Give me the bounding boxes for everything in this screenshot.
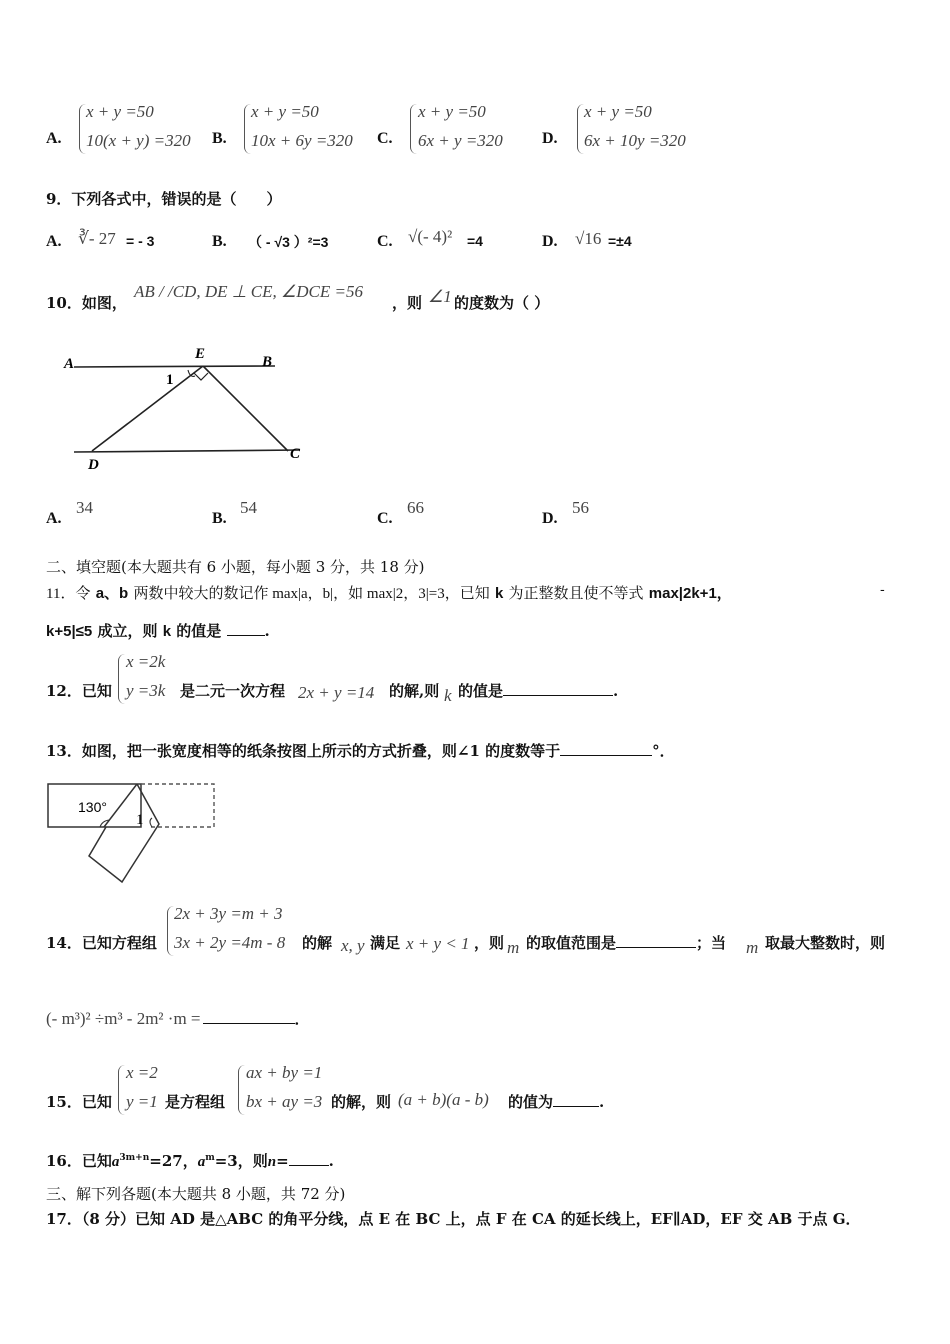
q9-b-expr: （ - √3 ）²=3 <box>248 234 329 250</box>
q17-text: 17．（8 分）已知 AD 是△ABC 的角平分线，点 E 在 BC 上，点 F 在 CA 的延长线上，EF∥AD，EF 交 AB 于点 G． <box>46 1210 861 1228</box>
q14-brace <box>167 906 174 956</box>
q14-eq1: 2x + 3y =m + 3 <box>174 904 283 923</box>
q11-dash: - <box>880 582 885 598</box>
q10-condition: AB / /CD, DE ⊥ CE, ∠DCE =56 <box>134 282 363 301</box>
q15-eq1: x =2 <box>126 1063 158 1082</box>
q14-range-blank[interactable] <box>616 933 696 948</box>
q13-label-1: 1 <box>136 812 144 828</box>
q14-prefix: 14．已知方程组 <box>46 934 157 952</box>
q15-sys1: ax + by =1 <box>246 1063 323 1082</box>
q10-option-a-label: A. <box>46 510 62 527</box>
q11-prefix: 11．令 <box>46 586 91 602</box>
q15-expr: (a + b)(a - b) <box>398 1090 489 1109</box>
q15-eq2: y =1 <box>126 1092 158 1111</box>
q8-c-eq2: 6x + y =320 <box>418 131 503 150</box>
q15-sys2: bx + ay =3 <box>246 1092 323 1111</box>
q11-definition: 两数中较大的数记作 max|a，b|，如 max|2，3|=3，已知 <box>133 586 490 602</box>
q9-c-result: =4 <box>467 233 483 249</box>
q9-option-c-label: C. <box>377 233 393 250</box>
q14-eq2: 3x + 2y =4m - 8 <box>174 933 286 952</box>
q12-mid2: 的解,则 <box>389 682 440 700</box>
q12-eq1: x =2k <box>126 652 166 671</box>
q10-line-de <box>92 366 203 451</box>
section-3-heading: 三、解下列各题(本大题共 8 小题，共 72 分) <box>46 1185 346 1203</box>
q9-a-result: = - 3 <box>126 233 155 249</box>
section-2-heading: 二、填空题(本大题共有 6 小题，每小题 3 分，共 18 分) <box>46 558 425 576</box>
q16-a2: a <box>197 1154 206 1170</box>
q10-mid: ，则 <box>392 294 423 312</box>
q10-label-d: D <box>88 457 99 473</box>
q15-brace-1 <box>118 1065 125 1115</box>
q14-t4: 的取值范围是 <box>526 934 617 952</box>
q10-option-b-value: 54 <box>240 498 257 517</box>
q16-prefix: 16．已知 <box>46 1152 112 1170</box>
q8-option-b-label: B. <box>212 130 227 147</box>
q14-m2: m <box>746 938 759 957</box>
q9-option-d-label: D. <box>542 233 558 250</box>
q16-eq1: =27， <box>149 1152 198 1170</box>
q10-option-b-label: B. <box>212 510 227 527</box>
q15-answer-line: 的值为 . <box>508 1093 605 1111</box>
q11-inequality-part1: max|2k+1， <box>648 585 732 602</box>
q8-option-c-label: C. <box>377 130 393 147</box>
q14-t6: 取最大整数时，则 <box>765 934 886 952</box>
q8-d-eq2: 6x + 10y =320 <box>584 131 686 150</box>
q11-inequality-part2: k+5|≤5 <box>46 623 93 640</box>
q9-c-expr: √(- 4)² <box>408 227 453 246</box>
q8-c-eq1: x + y =50 <box>418 102 486 121</box>
q12-answer-blank[interactable] <box>503 681 613 696</box>
q13-line <box>46 740 675 761</box>
q8-a-eq1: x + y =50 <box>86 102 154 121</box>
q14-cond: x + y < 1 <box>406 934 470 953</box>
q8-a-brace <box>79 104 86 154</box>
q11-line-1 <box>46 582 732 603</box>
q13-answer-blank[interactable] <box>560 741 652 756</box>
q16-line: 16．已知$a^{3m+n}=27$，$a^m=3$，则n= . <box>46 1152 334 1170</box>
q14-expr-blank[interactable] <box>203 1009 295 1024</box>
q10-label-c: C <box>290 446 301 462</box>
q9-option-a-label: A. <box>46 233 62 250</box>
q14-expr: (- m³)² ÷m³ - 2m² ·m = <box>46 1009 201 1028</box>
q15-brace-2 <box>238 1065 245 1115</box>
q9-text: 9．下列各式中，错误的是（ ） <box>46 190 282 208</box>
q14-xy: x, y <box>341 936 365 955</box>
q14-t1: 的解 <box>302 934 333 952</box>
q10-suffix: 的度数为（ ） <box>454 294 550 312</box>
q11-answer-blank[interactable] <box>227 621 265 636</box>
q14-t5: ；当 <box>696 934 727 952</box>
q8-b-eq1: x + y =50 <box>251 102 319 121</box>
q11-ab: a、b <box>95 585 129 602</box>
q11-line2-text: 成立，则 <box>97 622 158 640</box>
q8-option-d-label: D. <box>542 130 558 147</box>
q11-line-2: k+5|≤5 成立，则 k 的值是 . <box>46 622 270 640</box>
q12-answer-line: 的值是 . <box>458 682 619 700</box>
q8-b-eq2: 10x + 6y =320 <box>251 131 353 150</box>
q9-a-expr: ∛- 27 <box>78 229 116 248</box>
q16-a1-exponent: 3m+n <box>119 1153 150 1163</box>
q10-option-d-value: 56 <box>572 498 589 517</box>
q14-expression-line: (- m³)² ÷m³ - 2m² ·m = ． <box>46 1009 310 1028</box>
q10-angle: ∠1 <box>428 287 452 306</box>
q16-a2-exponent: m <box>205 1153 215 1163</box>
q8-option-a-label: A. <box>46 130 62 147</box>
q15-prefix: 15．已知 <box>46 1093 112 1111</box>
q10-option-a-value: 34 <box>76 498 93 517</box>
q10-right-angle-mark <box>194 373 208 380</box>
q9-option-b-label: B. <box>212 233 227 250</box>
q10-line-ab <box>74 366 275 367</box>
q9-d-result: =±4 <box>608 233 632 249</box>
q13-figure <box>44 776 224 886</box>
q8-a-eq2: 10(x + y) =320 <box>86 131 191 150</box>
q16-a1: a <box>111 1154 120 1170</box>
q12-k: k <box>444 686 452 705</box>
q12-mid: 是二元一次方程 <box>180 682 286 700</box>
q14-t3: ，则 <box>474 934 505 952</box>
q8-d-eq1: x + y =50 <box>584 102 652 121</box>
q11-k2: k <box>162 623 172 640</box>
q13-angle-label: 130° <box>78 799 107 815</box>
q10-line-ec <box>203 366 288 451</box>
q13-strip-dashed <box>141 784 214 827</box>
q9-d-expr: √16 <box>575 229 602 248</box>
q10-prefix: 10．如图， <box>46 294 127 312</box>
q16-n: n <box>267 1154 277 1170</box>
q15-mid2: 的解，则 <box>331 1093 392 1111</box>
q10-option-c-label: C. <box>377 510 393 527</box>
q8-b-brace <box>244 104 251 154</box>
q13-text: 13．如图，把一张宽度相等的纸条按图上所示的方式折叠，则∠1 的度数等于 <box>46 742 561 760</box>
q15-mid: 是方程组 <box>165 1093 226 1111</box>
q16-eq3: = <box>276 1152 289 1170</box>
q14-range-line <box>526 932 726 953</box>
q10-label-e: E <box>195 346 206 362</box>
q14-m: m <box>507 938 520 957</box>
q8-d-brace <box>577 104 584 154</box>
q10-option-d-label: D. <box>542 510 558 527</box>
q13-suffix: °． <box>652 742 675 760</box>
q12-eq2: y =3k <box>126 681 166 700</box>
q12-suffix: 的值是 <box>458 682 504 700</box>
q13-angle-arc-1 <box>150 818 152 827</box>
q14-t2: 满足 <box>370 934 401 952</box>
q16-answer-blank[interactable] <box>289 1151 329 1166</box>
q11-line2-suffix: 的值是 <box>176 622 222 640</box>
q10-line-cd <box>74 450 300 452</box>
q12-prefix: 12．已知 <box>46 682 112 700</box>
q10-figure <box>60 340 310 480</box>
q15-suffix: 的值为 <box>508 1093 554 1111</box>
q11-condition-text: 为正整数且使不等式 <box>508 586 644 602</box>
q10-label-1: 1 <box>166 372 174 388</box>
q12-equation: 2x + y =14 <box>298 683 375 702</box>
q8-c-brace <box>410 104 417 154</box>
q12-brace <box>118 654 125 704</box>
q10-option-c-value: 66 <box>407 498 424 517</box>
q10-label-b: B <box>262 354 273 370</box>
q15-answer-blank[interactable] <box>553 1092 599 1107</box>
q16-eq2: =3，则 <box>214 1152 268 1170</box>
q10-label-a: A <box>64 356 75 372</box>
q11-k: k <box>494 585 504 602</box>
